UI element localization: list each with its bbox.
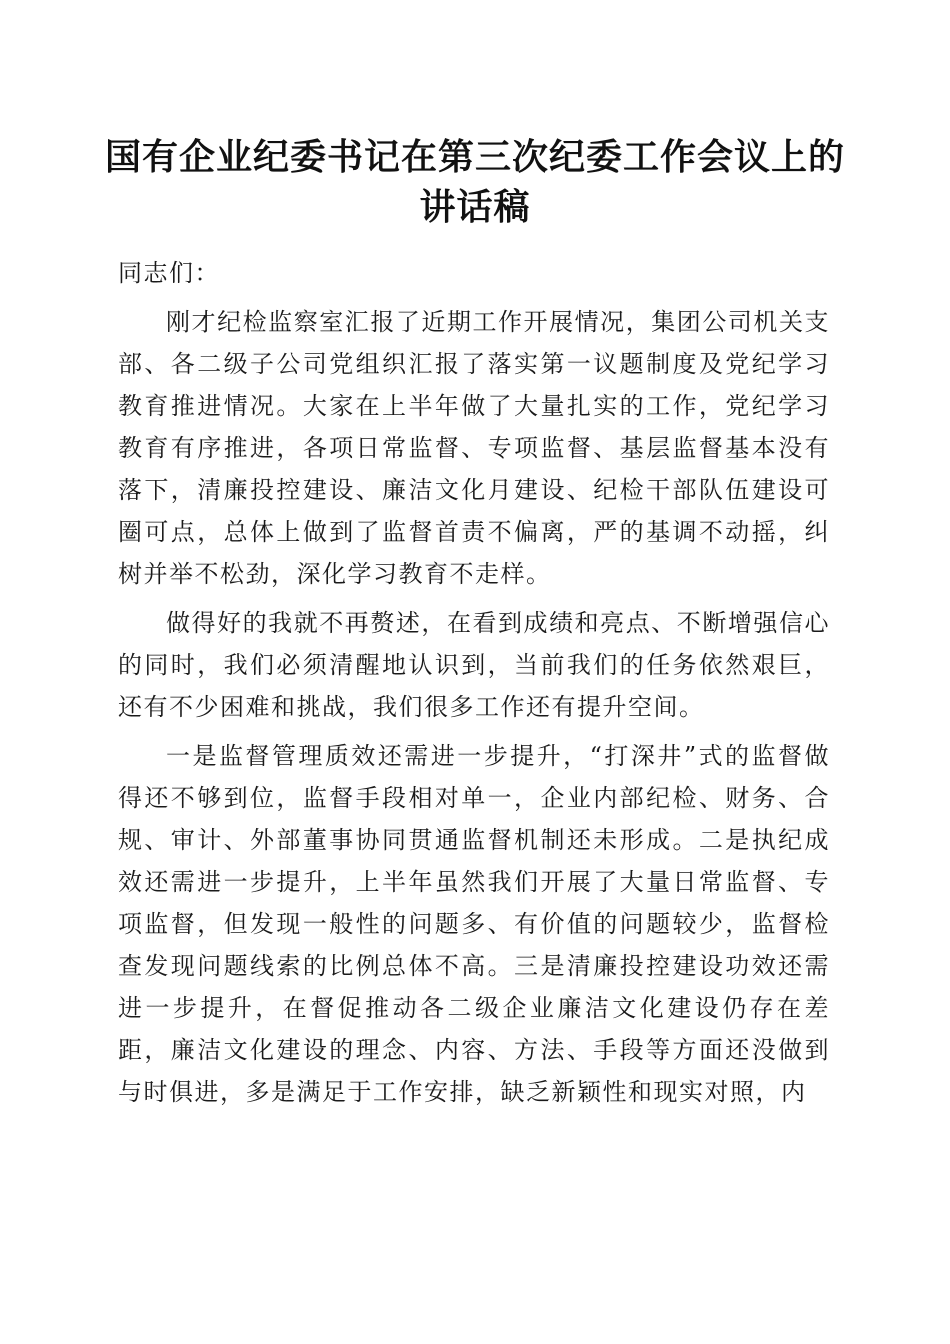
paragraph-3: 一是监督管理质效还需进一步提升，“打深井”式的监督做得还不够到位，监督手段相对单一，企业内部纪检、财务、合规、审计、外部董事协同贯通监督机制还未形成。二是执纪成效还需进一步提升，上半年虽然我们开展了大量日常监督、专项监督，但发现一般性的问题多、有价值的问题较少，监督检查发现问题线索的比例总体不高。三是清廉投控建设功效还需进一步提升，在督促推动各二级企业廉洁文化建设仍存在差距，廉洁文化建设的理念、内容、方法、手段等方面还没做到与时俱进，多是满足于工作安排，缺乏新颖性和现实对照，内 bbox=[118, 742, 830, 1106]
paragraph-1: 刚才纪检监察室汇报了近期工作开展情况，集团公司机关支部、各二级子公司党组织汇报了落实第一议题制度及党纪学习教育推进情况。大家在上半年做了大量扎实的工作，党纪学习教育有序推进，各项日常监督、专项监督、基层监督基本没有落下，清廉投控建设、廉洁文化月建设、纪检干部队伍建设可圈可点，总体上做到了监督首责不偏离，严的基调不动摇，纠树并举不松劲，深化学习教育不走样。 bbox=[118, 308, 830, 588]
document-title: 国有企业纪委书记在第三次纪委工作会议上的讲话稿 bbox=[104, 136, 845, 228]
salutation: 同志们： bbox=[118, 259, 220, 287]
paragraph-2: 做得好的我就不再赘述，在看到成绩和亮点、不断增强信心的同时，我们必须清醒地认识到，当前我们的任务依然艰巨，还有不少困难和挑战，我们很多工作还有提升空间。 bbox=[118, 609, 830, 721]
document-body bbox=[118, 252, 830, 1120]
